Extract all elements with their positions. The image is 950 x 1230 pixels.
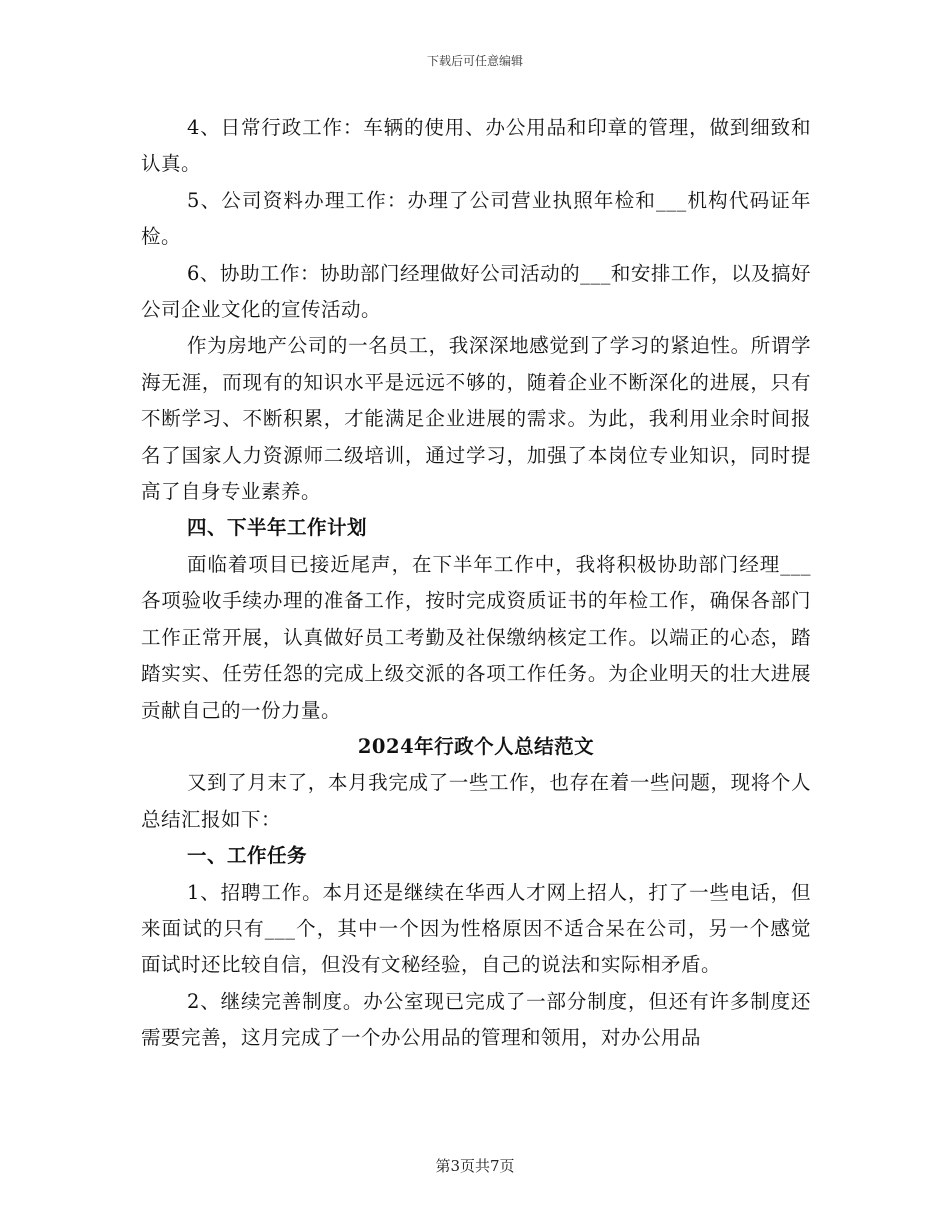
paragraph-daily-admin: 4、日常行政工作：车辆的使用、办公用品和印章的管理，做到细致和认真。 (141, 116, 811, 176)
paragraph-recruiting: 1、招聘工作。本月还是继续在华西人才网上招人，打了一些电话，但来面试的只有___个，其中一个因为性格原因不适合呆在公司，另一个感觉面试时还比较自信，但没有文秘经验，自己的说法和实际相矛盾。 (141, 880, 811, 977)
document-title: 2024年行政个人总结范文 (357, 734, 595, 758)
paragraph-learning: 作为房地产公司的一名员工，我深深地感觉到了学习的紧迫性。所谓学海无涯，而现有的知识水平是远远不够的，随着企业不断深化的进展，只有不断学习、不断积累，才能满足企业进展的需求。为此，我利用业余时间报名了国家人力资源师二级培训，通过学习，加强了本岗位专业知识，同时提高了自身专业素养。 (141, 334, 811, 504)
paragraph-company-documents: 5、公司资料办理工作：办理了公司营业执照年检和___机构代码证年检。 (141, 188, 811, 249)
page-footer: 第3页共7页 (435, 1157, 515, 1175)
paragraph-assist-work: 6、协助工作：协助部门经理做好公司活动的___和安排工作，以及搞好公司企业文化的宣传活动。 (141, 261, 811, 322)
section-heading-plan: 四、下半年工作计划 (187, 516, 368, 540)
paragraph-plan: 面临着项目已接近尾声，在下半年工作中，我将积极协助部门经理___各项验收手续办理的准备工作，按时完成资质证书的年检工作，确保各部门工作正常开展，认真做好员工考勤及社保缴纳核定工作。以端正的心态，踏踏实实、任劳任怨的完成上级交派的各项工作任务。为企业明天的壮大进展贡献自己的一份力量。 (141, 552, 811, 722)
paragraph-rules: 2、继续完善制度。办公室现已完成了一部分制度，但还有许多制度还需要完善，这月完成了一个办公用品的管理和领用，对办公用品 (141, 989, 811, 1050)
paragraph-intro: 又到了月末了，本月我完成了一些工作，也存在着一些问题，现将个人总结汇报如下： (141, 771, 811, 831)
section-heading-tasks: 一、工作任务 (187, 844, 308, 868)
page-header: 下载后可任意编辑 (426, 54, 523, 68)
document-body (141, 110, 811, 1057)
